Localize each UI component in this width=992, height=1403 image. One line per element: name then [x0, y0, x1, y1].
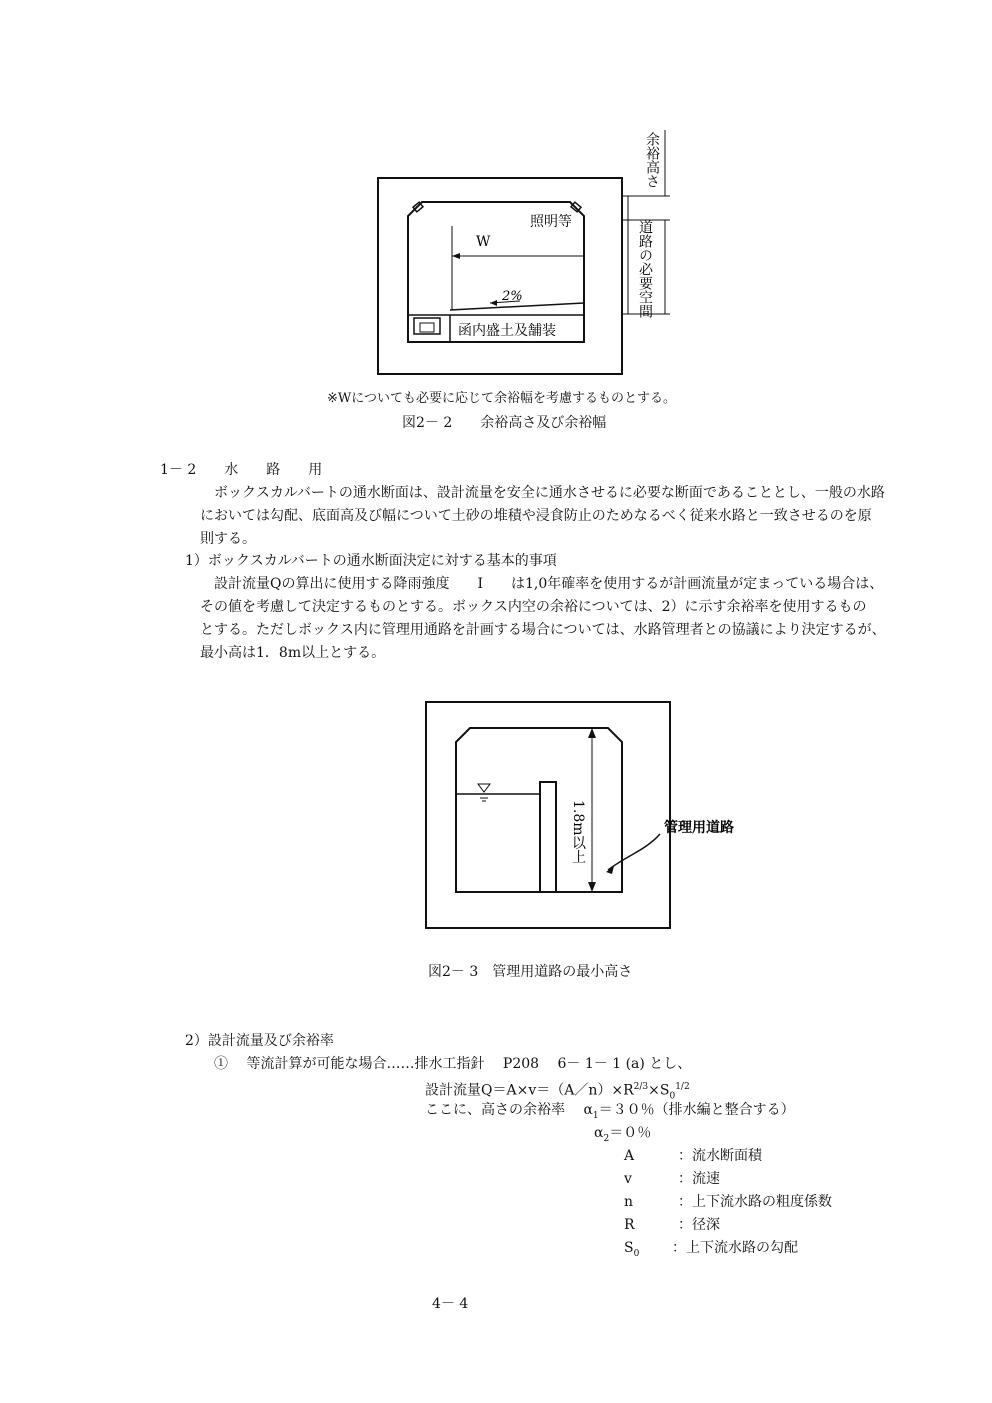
- def-sym-a: A: [624, 1148, 635, 1164]
- fig22-note: ※Wについても必要に応じて余裕幅を考慮するものとする。: [327, 391, 676, 406]
- fig22-caption: 図2－ 2 余裕高さ及び余裕幅: [402, 415, 607, 431]
- def-desc-a: ：流水断面積: [678, 1148, 762, 1164]
- margin-height-label: 余裕高さ: [644, 132, 660, 188]
- formula-main: 設計流量Q＝A×v＝（A／n）×R: [425, 1082, 634, 1099]
- formula-mid: ×S: [648, 1082, 670, 1099]
- para1-line1: ボックスカルバートの通水断面は、設計流量を安全に通水させるに必要な断面であることとし、一般の水路: [214, 485, 885, 501]
- formula-exp1: 2/3: [633, 1082, 649, 1092]
- para1-line2: においては勾配、底面高及び幅について土砂の堆積や浸食防止のためなるべく従来水路と一致させるのを原: [200, 508, 872, 524]
- alpha2-label: α: [594, 1125, 604, 1141]
- partition-wall: [540, 782, 556, 892]
- page-number: 4－ 4: [432, 1296, 469, 1312]
- sub1-title: 1）ボックスカルバートの通水断面決定に対する基本的事項: [185, 553, 557, 569]
- section-heading: 1－ 2 水 路 用: [160, 462, 323, 478]
- slope-label: 2%: [502, 289, 523, 304]
- alpha1-label: ここに、高さの余裕率 α: [425, 1102, 593, 1118]
- fill-label: 函内盛土及舗装: [458, 323, 556, 339]
- sub1-line2: その値を考慮して決定するものとする。ボックス内空の余裕については、2）に示す余裕率を使用するもの: [200, 599, 867, 615]
- def-sym-v: v: [624, 1171, 632, 1187]
- alpha2-rest: ＝０％: [609, 1125, 652, 1141]
- s0-sym: S: [624, 1240, 634, 1256]
- w-label: W: [476, 234, 491, 250]
- road-space-label: 道路の必要空間: [637, 220, 653, 318]
- alpha1-rest: ＝３０％（排水編と整合する）: [598, 1102, 795, 1118]
- def-desc-v: ：流速: [678, 1171, 720, 1187]
- alpha2-sub: 2: [603, 1133, 610, 1144]
- alpha2-line: [594, 1123, 651, 1149]
- def-desc-n: ：上下流水路の粗度係数: [678, 1194, 832, 1210]
- height-label: 1.8m以上: [570, 800, 586, 864]
- outer-box: [378, 178, 622, 374]
- formula-exp2: 1/2: [675, 1082, 690, 1092]
- def-desc-r: ：径深: [678, 1217, 720, 1233]
- lighting-label: 照明等: [530, 214, 572, 230]
- figure-2-2: [370, 120, 690, 380]
- s0-sub: 0: [633, 1248, 640, 1259]
- sub2-item1: ① 等流計算が可能な場合……排水工指針 P208 6－ 1－ 1 (a) とし、: [214, 1056, 692, 1072]
- sub1-line1: 設計流量Qの算出に使用する降雨強度 I は1,0年確率を使用するが計画流量が定まっている場合は、: [214, 576, 884, 592]
- sub1-line4: 最小高は1．8m以上とする。: [200, 645, 386, 661]
- alpha1-line: [425, 1100, 795, 1126]
- def-sym-n: n: [624, 1194, 634, 1210]
- sub2-title: 2）設計流量及び余裕率: [185, 1033, 334, 1049]
- fig23-caption: 図2－ 3 管理用道路の最小高さ: [428, 964, 633, 980]
- formula-sub: 0: [669, 1091, 676, 1102]
- def-sym-r: R: [624, 1217, 635, 1233]
- road-label: 管理用道路: [664, 820, 734, 836]
- para1-line3: 則する。: [200, 531, 256, 547]
- def-sym-s0: [624, 1238, 639, 1264]
- figure-2-3: [400, 680, 780, 940]
- def-desc-s0: ：上下流水路の勾配: [672, 1240, 798, 1256]
- sub1-line3: とする。ただしボックス内に管理用通路を計画する場合については、水路管理者との協議により決定するが、: [200, 622, 886, 638]
- alpha1-sub: 1: [592, 1110, 599, 1121]
